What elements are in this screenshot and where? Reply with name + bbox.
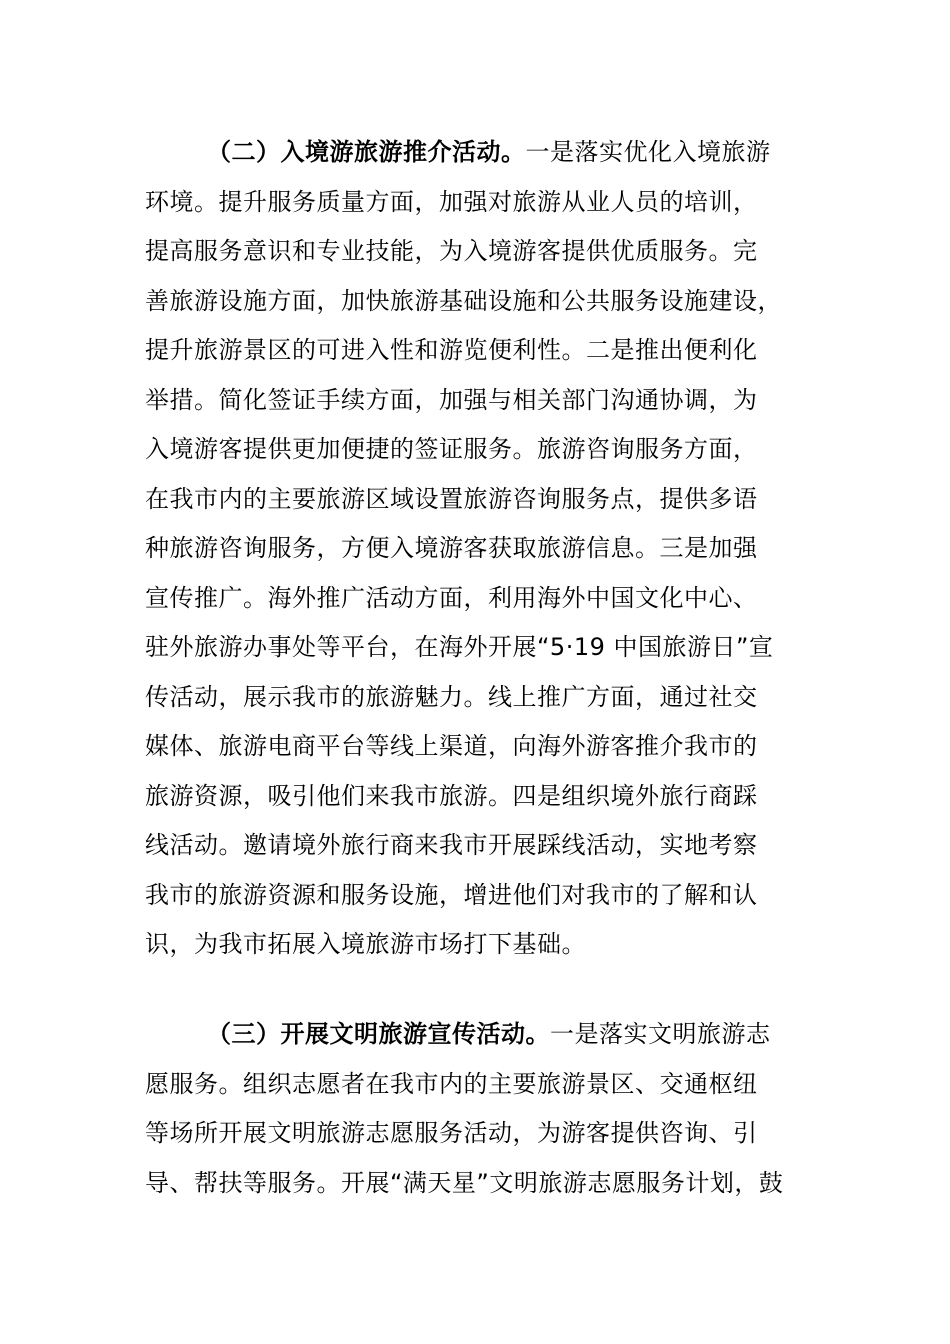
text-line: 在我市内的主要旅游区域设置旅游咨询服务点，提供多语 bbox=[145, 484, 758, 513]
text-line: 提升旅游景区的可进入性和游览便利性。二是推出便利化 bbox=[145, 336, 758, 364]
section-heading: （三）开展文明旅游宣传活动。 bbox=[207, 1020, 550, 1048]
text-line: 旅游资源，吸引他们来我市旅游。四是组织境外旅行商踩 bbox=[145, 781, 758, 810]
text-line: 媒体、旅游电商平台等线上渠道，向海外游客推介我市的 bbox=[145, 732, 758, 760]
line-text: 一是落实优化入境旅游 bbox=[525, 138, 771, 166]
text-line: 驻外旅游办事处等平台，在海外开展“5·19 中国旅游日”宣 bbox=[145, 633, 774, 661]
text-line: 等场所开展文明旅游志愿服务活动，为游客提供咨询、引 bbox=[145, 1119, 758, 1147]
text-line: 提高服务意识和专业技能，为入境游客提供优质服务。完 bbox=[145, 237, 758, 265]
line-text: 一是落实文明旅游志 bbox=[550, 1020, 771, 1048]
section-heading: （二）入境游旅游推介活动。 bbox=[207, 138, 526, 166]
text-line: 我市的旅游资源和服务设施，增进他们对我市的了解和认 bbox=[145, 880, 758, 909]
text-line: 识，为我市拓展入境旅游市场打下基础。 bbox=[145, 930, 586, 958]
text-line: 环境。提升服务质量方面，加强对旅游从业人员的培训， bbox=[145, 187, 758, 216]
text-line: 种旅游咨询服务，方便入境游客获取旅游信息。三是加强 bbox=[145, 534, 758, 562]
text-line: 宣传推广。海外推广活动方面，利用海外中国文化中心、 bbox=[145, 583, 758, 612]
text-line: 举措。简化签证手续方面，加强与相关部门沟通协调，为 bbox=[145, 385, 758, 414]
text-line: 线活动。邀请境外旅行商来我市开展踩线活动，实地考察 bbox=[145, 831, 758, 859]
text-line: 传活动，展示我市的旅游魅力。线上推广方面，通过社交 bbox=[145, 682, 758, 711]
text-line bbox=[207, 127, 771, 177]
text-line: 愿服务。组织志愿者在我市内的主要旅游景区、交通枢纽 bbox=[145, 1069, 758, 1098]
text-line: 善旅游设施方面，加快旅游基础设施和公共服务设施建设， bbox=[145, 286, 782, 315]
text-line: 导、帮扶等服务。开展“满天星”文明旅游志愿服务计划，鼓 bbox=[145, 1168, 784, 1197]
text-line bbox=[207, 1009, 771, 1059]
text-line: 入境游客提供更加便捷的签证服务。旅游咨询服务方面， bbox=[145, 435, 758, 463]
